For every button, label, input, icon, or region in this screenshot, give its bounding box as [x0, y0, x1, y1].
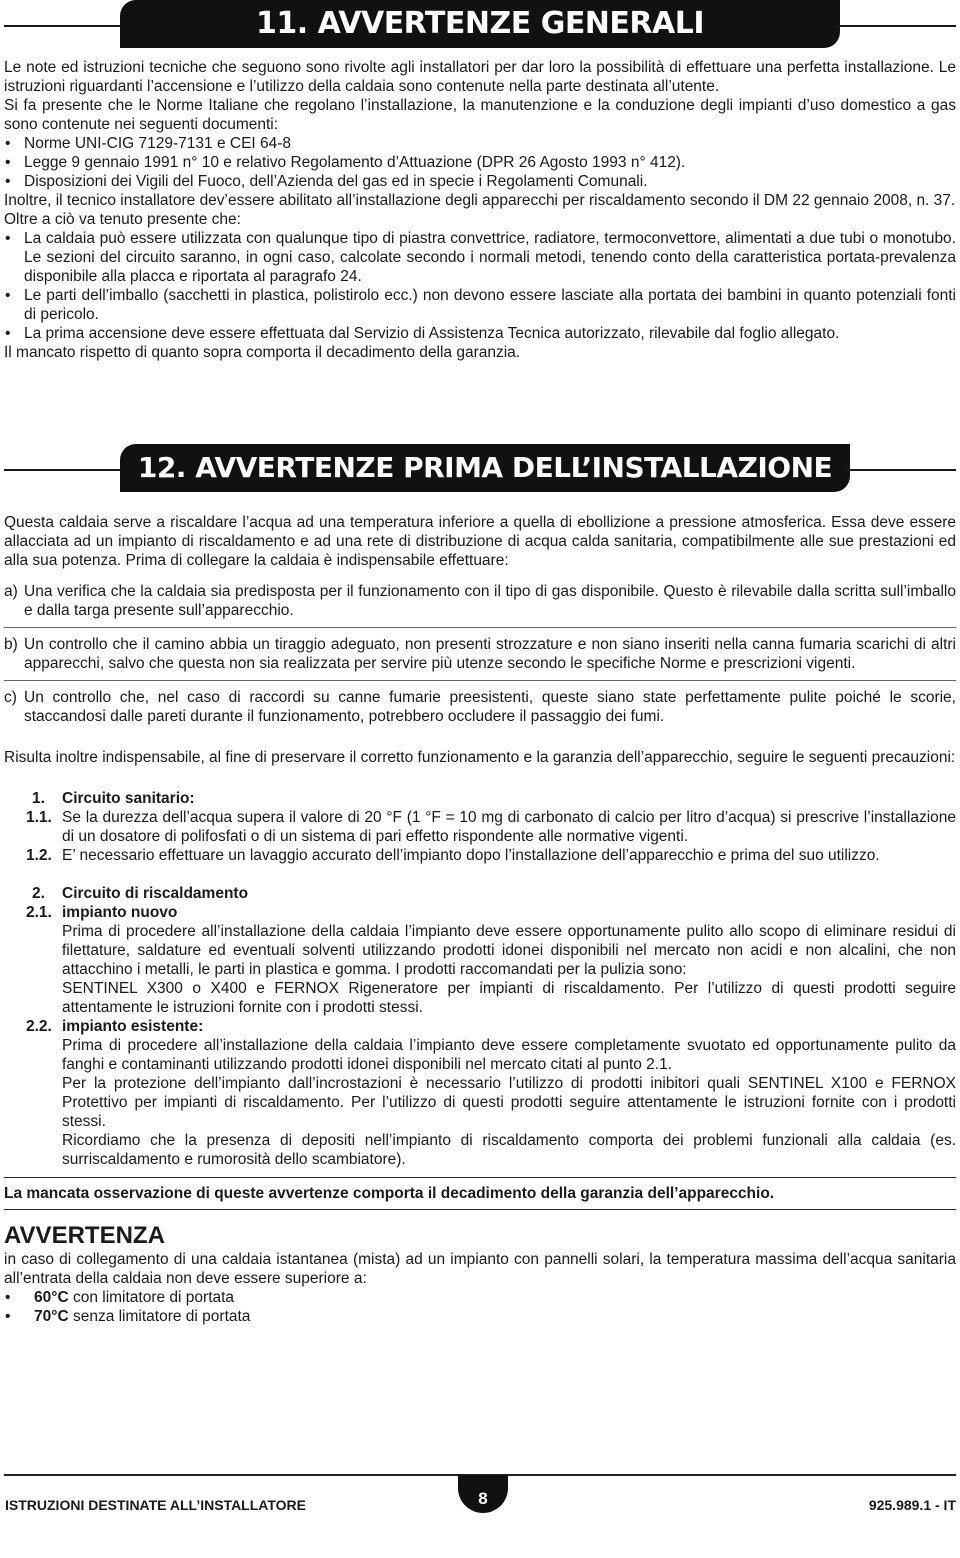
circuit-2-1-heading: [0, 903, 960, 922]
check-text: Un controllo che, nel caso di raccordi su canne fumarie preesistenti, queste siano state perfettamente pulite poiché le scorie, staccandosi dalle pareti durante il funzionamento, potrebbero occludere il passaggio dei fumi.: [24, 689, 956, 725]
circuit-2-number: 2.: [32, 885, 45, 902]
circuit-1-2-number: 1.2.: [26, 847, 52, 864]
circuit-2-2-number: 2.2.: [26, 1018, 52, 1035]
temperature-label: senza limitatore di portata: [68, 1308, 251, 1325]
page-number: 8: [458, 1475, 508, 1513]
circuit-1-heading: [0, 789, 960, 808]
also-list: [0, 229, 960, 343]
norms-list: [0, 134, 960, 191]
section-11-intro: Le note ed istruzioni tecniche che seguono sono rivolte agli installatori per dar loro la possibilità di effettuare una perfetta installazione. Le istruzioni riguardanti l’accensione e l’utilizzo della caldaia sono contenute nella parte destinata all’utente.: [4, 59, 956, 95]
circuit-2-1-number: 2.1.: [26, 904, 52, 921]
check-item-a: [0, 582, 960, 620]
precautions-intro: Risulta inoltre indispensabile, al fine di preservare il corretto funzionamento e la garanzia dell’apparecchio, seguire le seguenti precauzioni:: [4, 749, 956, 766]
list-item: • Legge 9 gennaio 1991 n° 10 e relativo Regolamento d’Attuazione (DPR 26 Agosto 1993 n° 412).: [4, 153, 956, 172]
circuit-1-title: Circuito sanitario:: [62, 790, 195, 807]
check-label: a): [4, 583, 18, 600]
header-rule-left: [4, 469, 124, 471]
page-footer: [0, 1474, 960, 1524]
list-item: [4, 1307, 956, 1326]
section-12-body: [0, 513, 960, 1326]
header-rule-left: [4, 25, 124, 27]
circuit-2-heading: [0, 884, 960, 903]
check-item-c: [0, 688, 960, 726]
circuit-2-2-heading: [0, 1017, 960, 1036]
list-item: • Le parti dell’imballo (sacchetti in plastica, polistirolo ecc.) non devono essere lasciate alla portata dei bambini in quanto potenziali fonti di pericolo.: [4, 286, 956, 324]
footer-title: ISTRUZIONI DESTINATE ALL’INSTALLATORE: [5, 1497, 306, 1513]
list-item: • La prima accensione deve essere effettuata dal Servizio di Assistenza Tecnica autorizzato, rilevabile dal foglio allegato.: [4, 324, 956, 343]
temperature-label: con limitatore di portata: [68, 1289, 235, 1306]
circuit-2-2-title: impianto esistente:: [62, 1018, 204, 1035]
circuit-1-2-text: E’ necessario effettuare un lavaggio accurato dell’impianto dopo l’installazione dell’apparecchio e prima del suo utilizzo.: [62, 847, 880, 864]
installer-paragraph: Inoltre, il tecnico installatore dev’essere abilitato all’installazione degli apparecchi per riscaldamento secondo il DM 22 gennaio 2008, n. 37.: [4, 192, 956, 209]
section-11-closing: Il mancato rispetto di quanto sopra comporta il decadimento della garanzia.: [4, 344, 521, 361]
divider: [4, 680, 956, 681]
check-text: Un controllo che il camino abbia un tiraggio adeguato, non presenti strozzature e non siano inseriti nella canna fumaria scarichi di altri apparecchi, salvo che questa non sia realizzata per servire più utenze secondo le specifiche Norme e prescrizioni vigenti.: [24, 636, 956, 672]
circuit-1-1-text: Se la durezza dell’acqua supera il valore di 20 °F (1 °F = 10 mg di carbonato di calcio per litro d’acqua) si prescrive l’installazione di un dosatore di polifosfati o di un sistema di pari effetto rispondente alle normative vigenti.: [62, 809, 956, 845]
warning-list: [0, 1288, 960, 1326]
check-item-b: [0, 635, 960, 673]
circuit-2-2-text-2: Per la protezione dell’impianto dall’incrostazioni è necessario l’utilizzo di prodotti inibitori quali SENTINEL X100 e FERNOX Protettivo per impianti di riscaldamento. Per l’utilizzo di questi prodotti seguire attentamente le istruzioni fornite con i prodotti stessi.: [62, 1075, 956, 1130]
circuit-2-2-text-3: Ricordiamo che la presenza di depositi nell’impianto di riscaldamento comporta dei problemi funzionali alla caldaia (es. surriscaldamento e rumorosità dello scambiatore).: [62, 1132, 956, 1168]
circuit-2-1-text: Prima di procedere all’installazione della caldaia l’impianto deve essere opportunamente pulito allo scopo di eliminare residui di filettature, saldature ed eventuali solventi utilizzando prodotti idonei disponibili nel mercato non acidi e non alcalini, che non attacchino i metalli, le parti in plastica e gomma. I prodotti raccomandati per la pulizia sono:: [62, 923, 956, 978]
warning-text: in caso di collegamento di una caldaia istantanea (mista) ad un impianto con pannelli solari, la temperatura massima dell’acqua sanitaria all’entrata della caldaia non deve essere superiore a:: [4, 1251, 956, 1287]
check-label: c): [4, 689, 17, 706]
section-12-title: 12. AVVERTENZE PRIMA DELL’INSTALLAZIONE: [120, 444, 850, 492]
document-code: 925.989.1 - IT: [868, 1497, 956, 1513]
warranty-notice: La mancata osservazione di queste avvertenze comporta il decadimento della garanzia dell’apparecchio.: [4, 1185, 775, 1202]
list-item: • La caldaia può essere utilizzata con qualunque tipo di piastra convettrice, radiatore, termoconvettore, alimentati a due tubi o monotubo. Le sezioni del circuito saranno, in ogni caso, calcolate secondo i normali metodi, tenendo conto della caratteristica portata-prevalenza disponibile alla placca e riportata al paragrafo 24.: [4, 229, 956, 286]
section-11-title: 11. AVVERTENZE GENERALI: [120, 0, 840, 48]
header-rule-right: [846, 469, 956, 471]
circuit-1-number: 1.: [32, 790, 45, 807]
section-11-body: [0, 58, 960, 362]
circuit-1-1-number: 1.1.: [26, 809, 52, 826]
divider: [4, 627, 956, 628]
check-label: b): [4, 636, 18, 653]
circuit-2-2-text-1: Prima di procedere all’installazione della caldaia l’impianto deve essere completamente svuotato ed opportunamente pulito da fanghi e contaminanti utilizzando prodotti idonei disponibili nel mercato citati al punto 2.1.: [62, 1037, 956, 1073]
also-intro: Oltre a ciò va tenuto presente che:: [4, 211, 241, 228]
check-text: Una verifica che la caldaia sia predisposta per il funzionamento con il tipo di gas disponibile. Questo è rilevabile dalla scritta sull’imballo e dalla targa presente sull’apparecchio.: [24, 583, 956, 619]
list-item: [4, 1288, 956, 1307]
temperature-value: 70°C: [34, 1308, 69, 1325]
circuit-1-1: [0, 808, 960, 846]
list-item: • Disposizioni dei Vigili del Fuoco, dell’Azienda del gas ed in specie i Regolamenti Comunali.: [4, 172, 956, 191]
circuit-2-1-title: impianto nuovo: [62, 904, 178, 921]
header-rule-right: [836, 25, 956, 27]
section-12-intro: Questa caldaia serve a riscaldare l’acqua ad una temperatura inferiore a quella di ebollizione a pressione atmosferica. Essa deve essere allacciata ad un impianto di riscaldamento e ad una rete di distribuzione di acqua calda sanitaria, compatibilmente alle sue prestazioni ed alla sua potenza. Prima di collegare la caldaia è indispensabile effettuare:: [4, 514, 956, 569]
circuit-2-title: Circuito di riscaldamento: [62, 885, 249, 902]
section-11-header: [0, 0, 960, 52]
list-item: • Norme UNI-CIG 7129-7131 e CEI 64-8: [4, 134, 956, 153]
circuit-1-2: [0, 846, 960, 865]
warning-title: AVVERTENZA: [4, 1222, 165, 1249]
circuit-2-1-products: SENTINEL X300 o X400 e FERNOX Rigeneratore per impianti di riscaldamento. Per l’utilizzo di questi prodotti seguire attentamente le istruzioni fornite con i prodotti stessi.: [62, 980, 956, 1016]
section-11-norms-intro: Si fa presente che le Norme Italiane che regolano l’installazione, la manutenzione e la conduzione degli impianti d’uso domestico a gas sono contenute nei seguenti documenti:: [4, 97, 956, 133]
temperature-value: 60°C: [34, 1289, 69, 1306]
section-12-header: [0, 444, 960, 496]
